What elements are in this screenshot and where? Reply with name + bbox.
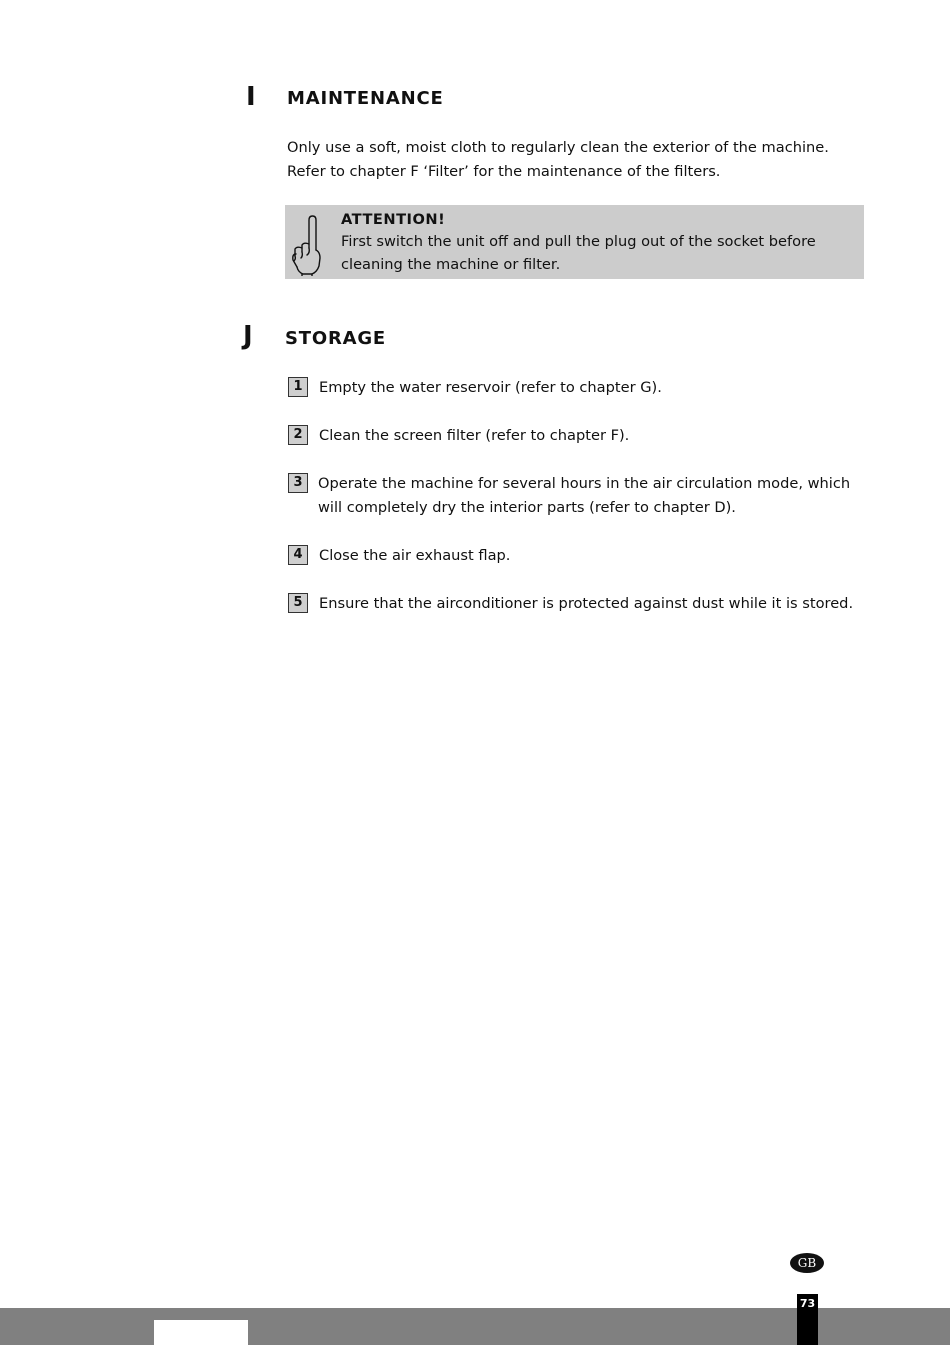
step-text: Close the air exhaust flap. bbox=[319, 547, 511, 564]
maintenance-line: Refer to chapter F ‘Filter’ for the maintenance of the filters. bbox=[287, 163, 721, 180]
attention-box bbox=[285, 205, 864, 279]
section-letter-j: J bbox=[243, 321, 253, 351]
maintenance-line: Only use a soft, moist cloth to regularly clean the exterior of the machine. bbox=[287, 139, 829, 156]
step-number: 2 bbox=[288, 425, 308, 445]
step-text: Ensure that the airconditioner is protected against dust while it is stored. bbox=[319, 595, 854, 612]
attention-title: ATTENTION! bbox=[341, 211, 446, 228]
page-number: 73 bbox=[799, 1297, 816, 1310]
storage-step bbox=[288, 376, 878, 400]
footer-white-block bbox=[154, 1320, 248, 1345]
section-letter-i: I bbox=[246, 82, 256, 112]
pointing-hand-icon bbox=[290, 214, 324, 276]
language-badge: GB bbox=[790, 1253, 824, 1273]
maintenance-paragraph bbox=[287, 136, 829, 184]
step-text: Empty the water reservoir (refer to chapter G). bbox=[319, 379, 662, 396]
storage-step bbox=[288, 424, 878, 448]
step-number: 1 bbox=[288, 377, 308, 397]
storage-step bbox=[288, 544, 878, 568]
step-text: Clean the screen filter (refer to chapter F). bbox=[319, 427, 630, 444]
attention-body: First switch the unit off and pull the plug out of the socket before cleaning the machine or filter. bbox=[341, 233, 816, 273]
step-number: 5 bbox=[288, 593, 308, 613]
step-text: Operate the machine for several hours in the air circulation mode, which will completely dry the interior parts (refer to chapter D). bbox=[318, 475, 851, 516]
step-number: 3 bbox=[288, 473, 308, 493]
storage-step bbox=[288, 472, 878, 520]
storage-step bbox=[288, 592, 878, 616]
section-title-maintenance: MAINTENANCE bbox=[287, 88, 444, 109]
section-title-storage: STORAGE bbox=[285, 328, 387, 349]
step-number: 4 bbox=[288, 545, 308, 565]
